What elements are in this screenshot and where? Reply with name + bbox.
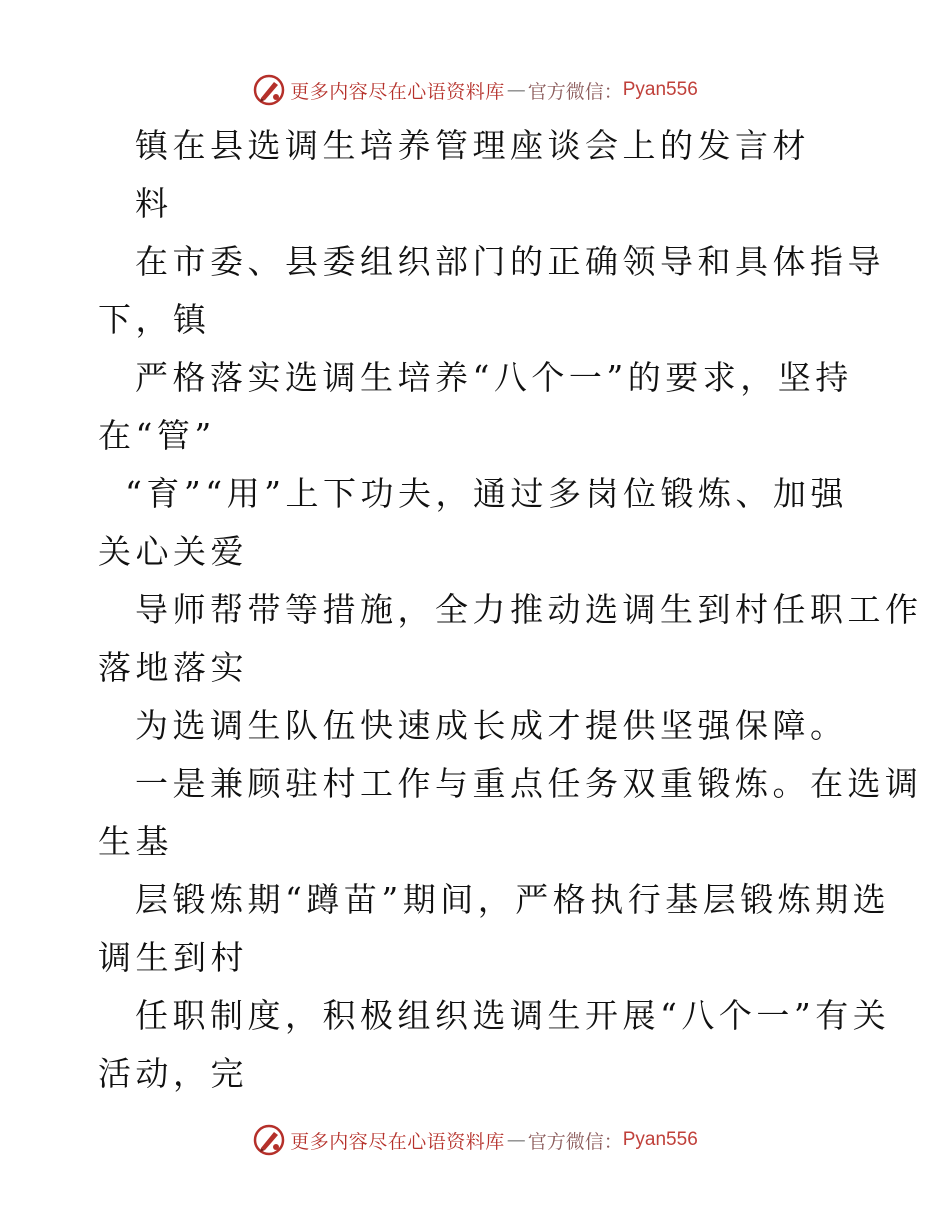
watermark-dash: — (506, 79, 526, 101)
document-line: 层锻炼期“蹲苗”期间，严格执行基层锻炼期选 (135, 880, 891, 919)
watermark-text: 更多内容尽在心语资料库 (290, 80, 505, 103)
footer-watermark (0, 1118, 950, 1162)
document-line: 落地落实 (98, 648, 248, 687)
document-line: 严格落实选调生培养“八个一”的要求，坚持 (135, 358, 853, 397)
document-line: “育”“用”上下功夫，通过多岗位锻炼、加强 (125, 474, 848, 513)
document-line: 为选调生队伍快速成长成才提供坚强保障。 (135, 706, 848, 745)
document-line: 导师帮带等措施，全力推动选调生到村任职工作 (135, 590, 923, 629)
watermark-wechat-label: 官方微信： (527, 1130, 623, 1153)
document-line: 下，镇 (98, 300, 211, 339)
document-line: 在市委、县委组织部门的正确领导和具体指导 (135, 242, 885, 281)
watermark-wechat-label: 官方微信： (527, 80, 623, 103)
document-line: 一是兼顾驻村工作与重点任务双重锻炼。在选调 (135, 764, 923, 803)
document-line: 调生到村 (98, 938, 248, 977)
document-line: 料 (135, 184, 173, 223)
document-line: 生基 (98, 822, 173, 861)
watermark-dash: — (506, 1129, 526, 1151)
document-line: 镇在县选调生培养管理座谈会上的发言材 (135, 126, 810, 165)
document-line: 任职制度，积极组织选调生开展“八个一”有关 (135, 996, 891, 1035)
watermark-text: 更多内容尽在心语资料库 (290, 1130, 505, 1153)
document-line: 活动，完 (98, 1054, 248, 1093)
pen-circle-logo-icon (252, 1123, 286, 1157)
watermark-wechat-id: Pyan556 (622, 79, 698, 100)
watermark-wechat-id: Pyan556 (622, 1129, 698, 1150)
pen-circle-logo-icon (252, 73, 286, 107)
document-line: 在“管” (98, 416, 216, 455)
document-line: 关心关爱 (98, 532, 248, 571)
header-watermark (0, 68, 950, 112)
